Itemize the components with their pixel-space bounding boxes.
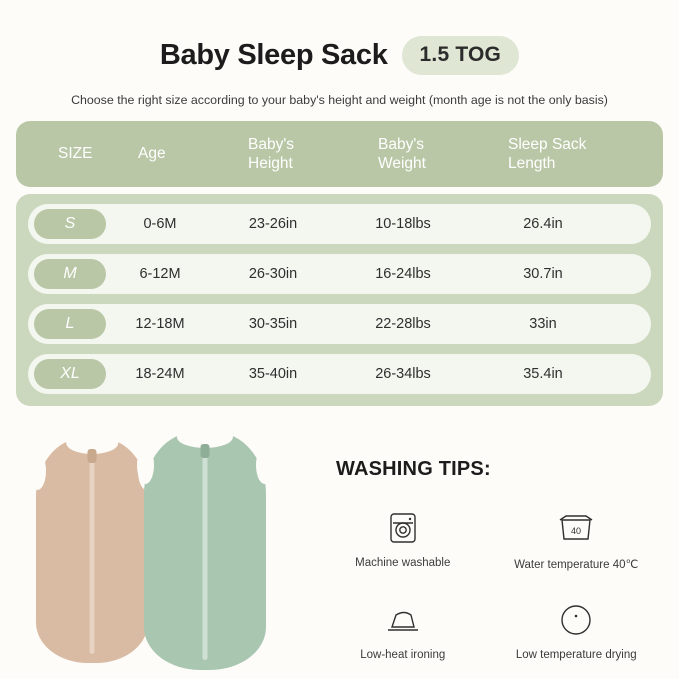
zipper: [203, 451, 208, 660]
cell-weight: 22-28lbs: [375, 316, 431, 332]
tip-label: Water temperature 40℃: [514, 559, 639, 571]
low-heat-iron-icon: [383, 597, 423, 643]
product-images: [16, 428, 302, 678]
size-table: [16, 121, 663, 406]
water-temperature-icon: [556, 505, 596, 551]
arm-opening-left: [137, 446, 154, 484]
tip-label: Machine washable: [355, 557, 451, 569]
cell-length: 35.4in: [523, 366, 563, 382]
tip-label: Low-heat ironing: [360, 649, 446, 661]
cell-height: 30-35in: [248, 316, 298, 332]
washing-tips: [302, 428, 663, 678]
tumble-dry-low-icon: [559, 597, 593, 643]
cell-age: 12-18M: [135, 316, 185, 332]
arm-opening-right: [256, 446, 273, 484]
size-badge: XL: [34, 359, 106, 389]
size-table-header-row: [16, 121, 663, 187]
size-badge: M: [34, 259, 106, 289]
column-header-length: Sleep Sack Length: [508, 135, 587, 172]
tip-water-temperature: [490, 505, 664, 571]
tog-badge: 1.5 TOG: [402, 36, 520, 75]
tip-low-heat-ironing: [316, 597, 490, 661]
table-row: [28, 204, 651, 244]
size-badge: S: [34, 209, 106, 239]
column-header-height: Baby's Height: [248, 135, 295, 172]
column-header-age: Age: [138, 145, 166, 163]
table-row: [28, 304, 651, 344]
column-header-weight: Baby's Weight: [378, 135, 426, 172]
tip-machine-washable: [316, 505, 490, 571]
svg-text:40: 40: [571, 526, 582, 536]
zipper-pull: [88, 449, 97, 463]
arm-opening-left: [29, 452, 46, 490]
table-row: [28, 254, 651, 294]
size-chart-page: [0, 36, 679, 679]
tip-label: Low temperature drying: [515, 649, 637, 661]
size-badge: L: [34, 309, 106, 339]
cell-weight: 16-24lbs: [375, 266, 431, 282]
tip-low-temperature-drying: [490, 597, 664, 661]
size-table-body: [16, 194, 663, 406]
page-subtitle: Choose the right size according to your baby's height and weight (month age is not the only basis): [71, 93, 608, 107]
bottom-section: [16, 428, 663, 678]
cell-age: 18-24M: [135, 366, 185, 382]
cell-weight: 10-18lbs: [375, 216, 431, 232]
cell-height: 26-30in: [248, 266, 298, 282]
page-header: [16, 36, 663, 75]
zipper-pull: [201, 444, 210, 458]
cell-weight: 26-34lbs: [375, 366, 431, 382]
cell-length: 26.4in: [523, 216, 563, 232]
sleep-sack-tan-image: [36, 438, 148, 663]
cell-age: 0-6M: [143, 216, 177, 232]
washing-machine-icon: [386, 505, 420, 551]
sleep-sack-green-image: [144, 432, 266, 670]
cell-length: 33in: [529, 316, 557, 332]
washing-tips-title: WASHING TIPS:: [336, 458, 491, 480]
zipper: [90, 456, 95, 654]
table-row: [28, 354, 651, 394]
column-header-size: SIZE: [58, 145, 93, 163]
cell-length: 30.7in: [523, 266, 563, 282]
cell-age: 6-12M: [139, 266, 181, 282]
cell-height: 23-26in: [248, 216, 298, 232]
cell-height: 35-40in: [248, 366, 298, 382]
page-title: Baby Sleep Sack: [159, 39, 388, 71]
